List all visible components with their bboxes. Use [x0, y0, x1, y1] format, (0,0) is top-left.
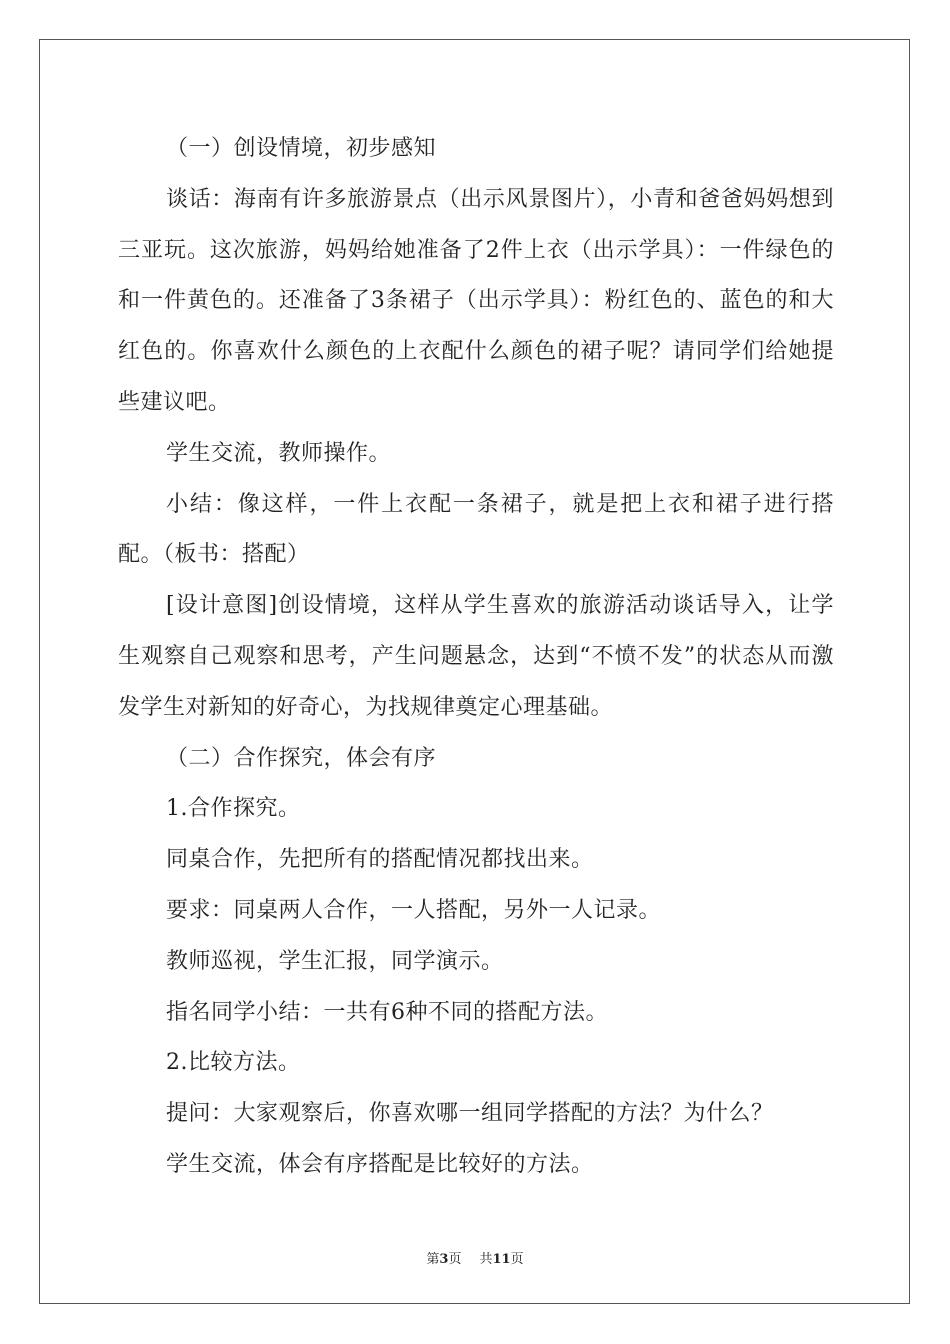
footer-total-prefix: 共 [479, 1252, 493, 1267]
footer-page-prefix: 第 [426, 1252, 440, 1267]
footer-total-pages: 11 [492, 1252, 511, 1267]
footer-page-number: 3 [439, 1252, 449, 1267]
document-body [118, 124, 834, 1191]
paragraph-design-intent: [设计意图]创设情境，这样从学生喜欢的旅游活动谈话导入，让学生观察自己观察和思考，产生问题悬念，达到“不愤不发”的状态从而激发学生对新知的好奇心，为找规律奠定心理基础。 [118, 593, 834, 720]
paragraph-pair-work: 同桌合作，先把所有的搭配情况都找出来。 [166, 847, 594, 873]
footer-total-suffix: 页 [510, 1252, 524, 1267]
paragraph-summary: 小结：像这样，一件上衣配一条裙子，就是把上衣和裙子进行搭配。（板书：搭配） [118, 491, 834, 568]
paragraph-requirement: 要求：同桌两人合作，一人搭配，另外一人记录。 [166, 897, 662, 923]
subheading-compare: 2.比较方法。 [166, 1050, 301, 1076]
section-heading-1: （一）创设情境，初步感知 [166, 136, 437, 161]
paragraph-teacher-patrol: 教师巡视，学生汇报，同学演示。 [166, 948, 504, 974]
page-footer [0, 1248, 950, 1267]
paragraph-six-methods: 指名同学小结：一共有6种不同的搭配方法。 [166, 999, 608, 1025]
section-heading-2: （二）合作探究，体会有序 [166, 745, 437, 771]
paragraph-dialogue: 谈话：海南有许多旅游景点（出示风景图片），小青和爸爸妈妈想到三亚玩。这次旅游，妈妈给她准备了2件上衣（出示学具）：一件绿色的和一件黄色的。还准备了3条裙子（出示学具）：粉红色的、蓝色的和大红色的。你喜欢什么颜色的上衣配什么颜色的裙子呢？请同学们给她提些建议吧。 [118, 186, 834, 415]
paragraph-student-exchange: 学生交流，教师操作。 [166, 440, 392, 466]
paragraph-question: 提问：大家观察后，你喜欢哪一组同学搭配的方法？为什么？ [166, 1101, 774, 1127]
paragraph-conclusion: 学生交流，体会有序搭配是比较好的方法。 [166, 1151, 594, 1177]
footer-page-suffix: 页 [448, 1252, 462, 1267]
subheading-cooperation: 1.合作探究。 [166, 796, 301, 822]
